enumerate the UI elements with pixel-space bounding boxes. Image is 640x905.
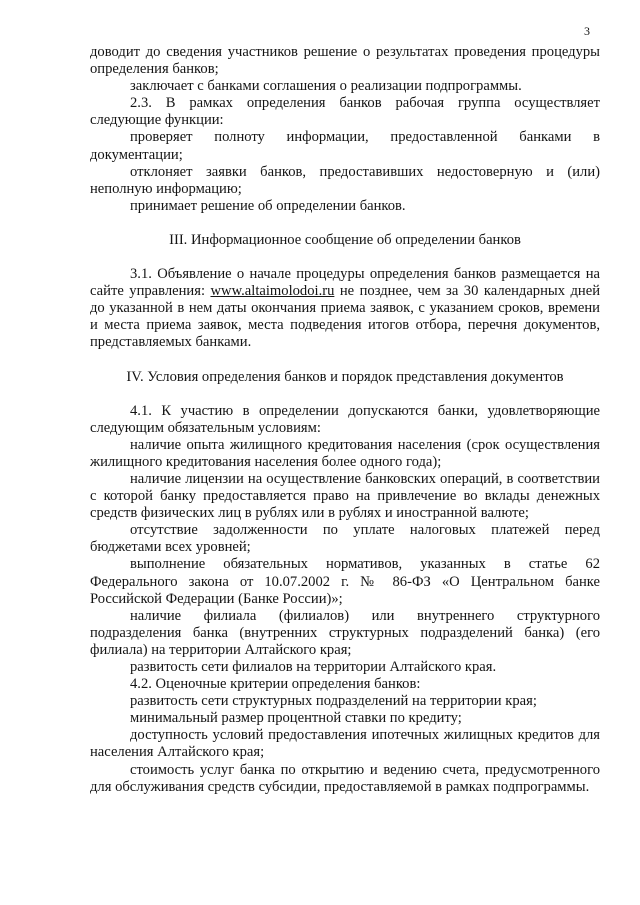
paragraph: проверяет полноту информации, предоставленной банками в документации;	[90, 129, 600, 163]
page-number: 3	[584, 24, 590, 38]
paragraph: наличие лицензии на осуществление банковских операций, в соответствии с которой банку предоставляется право на привлечение во вклады денежных средств физических лиц в рублях или в рублях и иностранной валюте;	[90, 470, 600, 522]
paragraph: заключает с банками соглашения о реализации подпрограммы.	[130, 78, 522, 95]
site-link[interactable]: www.altaimolodoi.ru	[210, 283, 335, 300]
paragraph: развитость сети филиалов на территории Алтайского края.	[130, 659, 497, 675]
paragraph-text: не позднее, чем за 30 календарных дней до указанной в нем даты окончания приема заявок, с указанием сроков, времени и места приема заявок, места подведения итогов отбора, перечня документов, представляемых банками.	[90, 283, 600, 351]
paragraph: принимает решение об определении банков.	[130, 197, 406, 214]
paragraph-text: 3.1. Объявление о начале процедуры определения банков размещается на сайте управления:	[90, 266, 600, 300]
section-heading: III. Информационное сообщение об определении банков	[169, 231, 521, 248]
paragraph: 2.3. В рамках определения банков рабочая группа осуществляет следующие функции:	[90, 95, 600, 129]
paragraph: выполнение обязательных нормативов, указанных в статье 62 Федерального закона от 10.07.2002 г. № 86-ФЗ «О Центральном банке Российской Федерации (Банке России)»;	[90, 556, 600, 607]
paragraph: 4.1. К участию в определении допускаются банки, удовлетворяющие следующим обязательным условиям:	[90, 402, 600, 436]
paragraph: минимальный размер процентной ставки по кредиту;	[130, 710, 462, 727]
section-heading: IV. Условия определения банков и порядок представления документов	[126, 368, 564, 385]
paragraph: стоимость услуг банка по открытию и ведению счета, предусмотренного для обслуживания средств субсидии, предоставляемой в рамках подпрограммы.	[90, 761, 600, 795]
paragraph: наличие филиала (филиалов) или внутреннего структурного подразделения банка (внутренних структурных подразделений банка) (его филиала) на территории Алтайского края;	[90, 607, 600, 658]
paragraph: отклоняет заявки банков, предоставивших недостоверную и (или) неполную информацию;	[90, 163, 600, 197]
paragraph: доступность условий предоставления ипотечных жилищных кредитов для населения Алтайского края;	[90, 727, 600, 761]
document-body	[90, 44, 600, 796]
paragraph: наличие опыта жилищного кредитования населения (срок осуществления жилищного кредитования населения более одного года);	[90, 436, 600, 470]
paragraph: развитость сети структурных подразделений на территории края;	[130, 693, 537, 710]
paragraph: 4.2. Оценочные критерии определения банков:	[130, 676, 421, 693]
paragraph: отсутствие задолженности по уплате налоговых платежей перед бюджетами всех уровней;	[90, 522, 600, 556]
paragraph	[90, 266, 600, 351]
paragraph: доводит до сведения участников решение о результатах проведения процедуры определения банков;	[90, 44, 600, 78]
